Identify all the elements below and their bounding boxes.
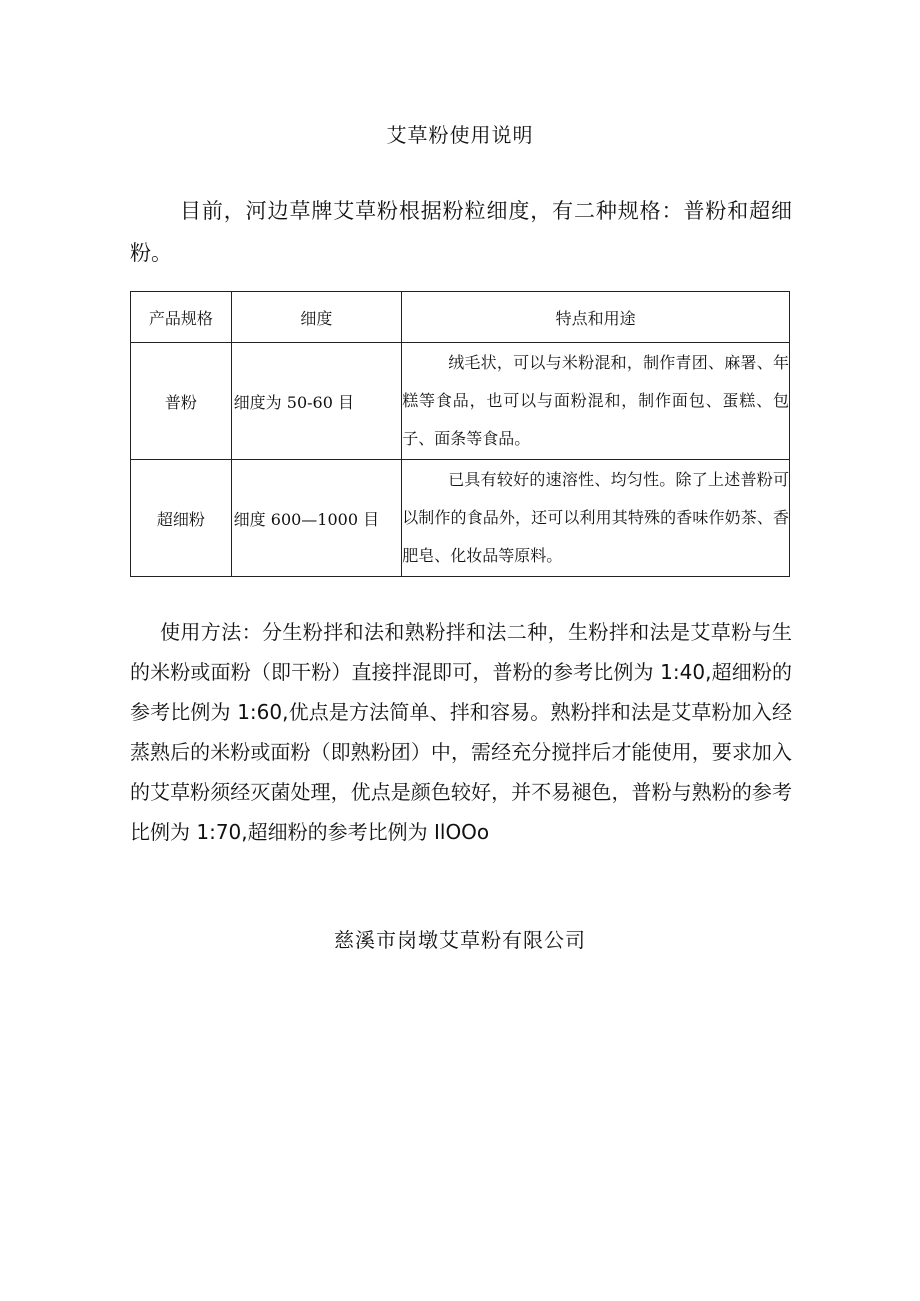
row-fineness: 细度为 50-60 目 — [231, 343, 402, 460]
company-name: 慈溪市岗墩艾草粉有限公司 — [334, 928, 586, 952]
intro-paragraph: 目前，河边草牌艾草粉根据粉粒细度，有二种规格：普粉和超细粉。 — [130, 199, 792, 265]
row-usage-cell — [402, 460, 790, 577]
spec-table — [130, 291, 790, 577]
table-row — [131, 343, 790, 460]
header-usage: 特点和用途 — [402, 292, 790, 343]
document-title: 艾草粉使用说明 — [386, 123, 534, 147]
header-fineness: 细度 — [231, 292, 402, 343]
row-usage: 已具有较好的速溶性、均匀性。除了上述普粉可以制作的食品外，还可以利用其特殊的香味作奶茶、香肥皂、化妆品等原料。 — [402, 470, 789, 565]
usage-method-paragraph: 使用方法：分生粉拌和法和熟粉拌和法二种，生粉拌和法是艾草粉与生的米粉或面粉（即干粉）直接拌混即可，普粉的参考比例为 1:40,超细粉的参考比例为 1:60,优点是方法简单、拌和容易。熟粉拌和法是艾草粉加入经蒸熟后的米粉或面粉（即熟粉团）中，需经充分搅拌后才能使用，要求加入的艾草粉须经灭菌处理，优点是颜色较好，并不易褪色，普粉与熟粉的参考比例为 1:70,超细粉的参考比例为 IlOOo — [130, 620, 792, 844]
row-spec: 普粉 — [131, 343, 232, 460]
table-row — [131, 460, 790, 577]
row-fineness: 细度 600—1000 目 — [231, 460, 402, 577]
row-usage-cell — [402, 343, 790, 460]
header-spec: 产品规格 — [131, 292, 232, 343]
table-header-row — [131, 292, 790, 343]
row-spec: 超细粉 — [131, 460, 232, 577]
row-usage: 绒毛状，可以与米粉混和，制作青团、麻署、年糕等食品，也可以与面粉混和，制作面包、蛋糕、包子、面条等食品。 — [402, 353, 789, 448]
